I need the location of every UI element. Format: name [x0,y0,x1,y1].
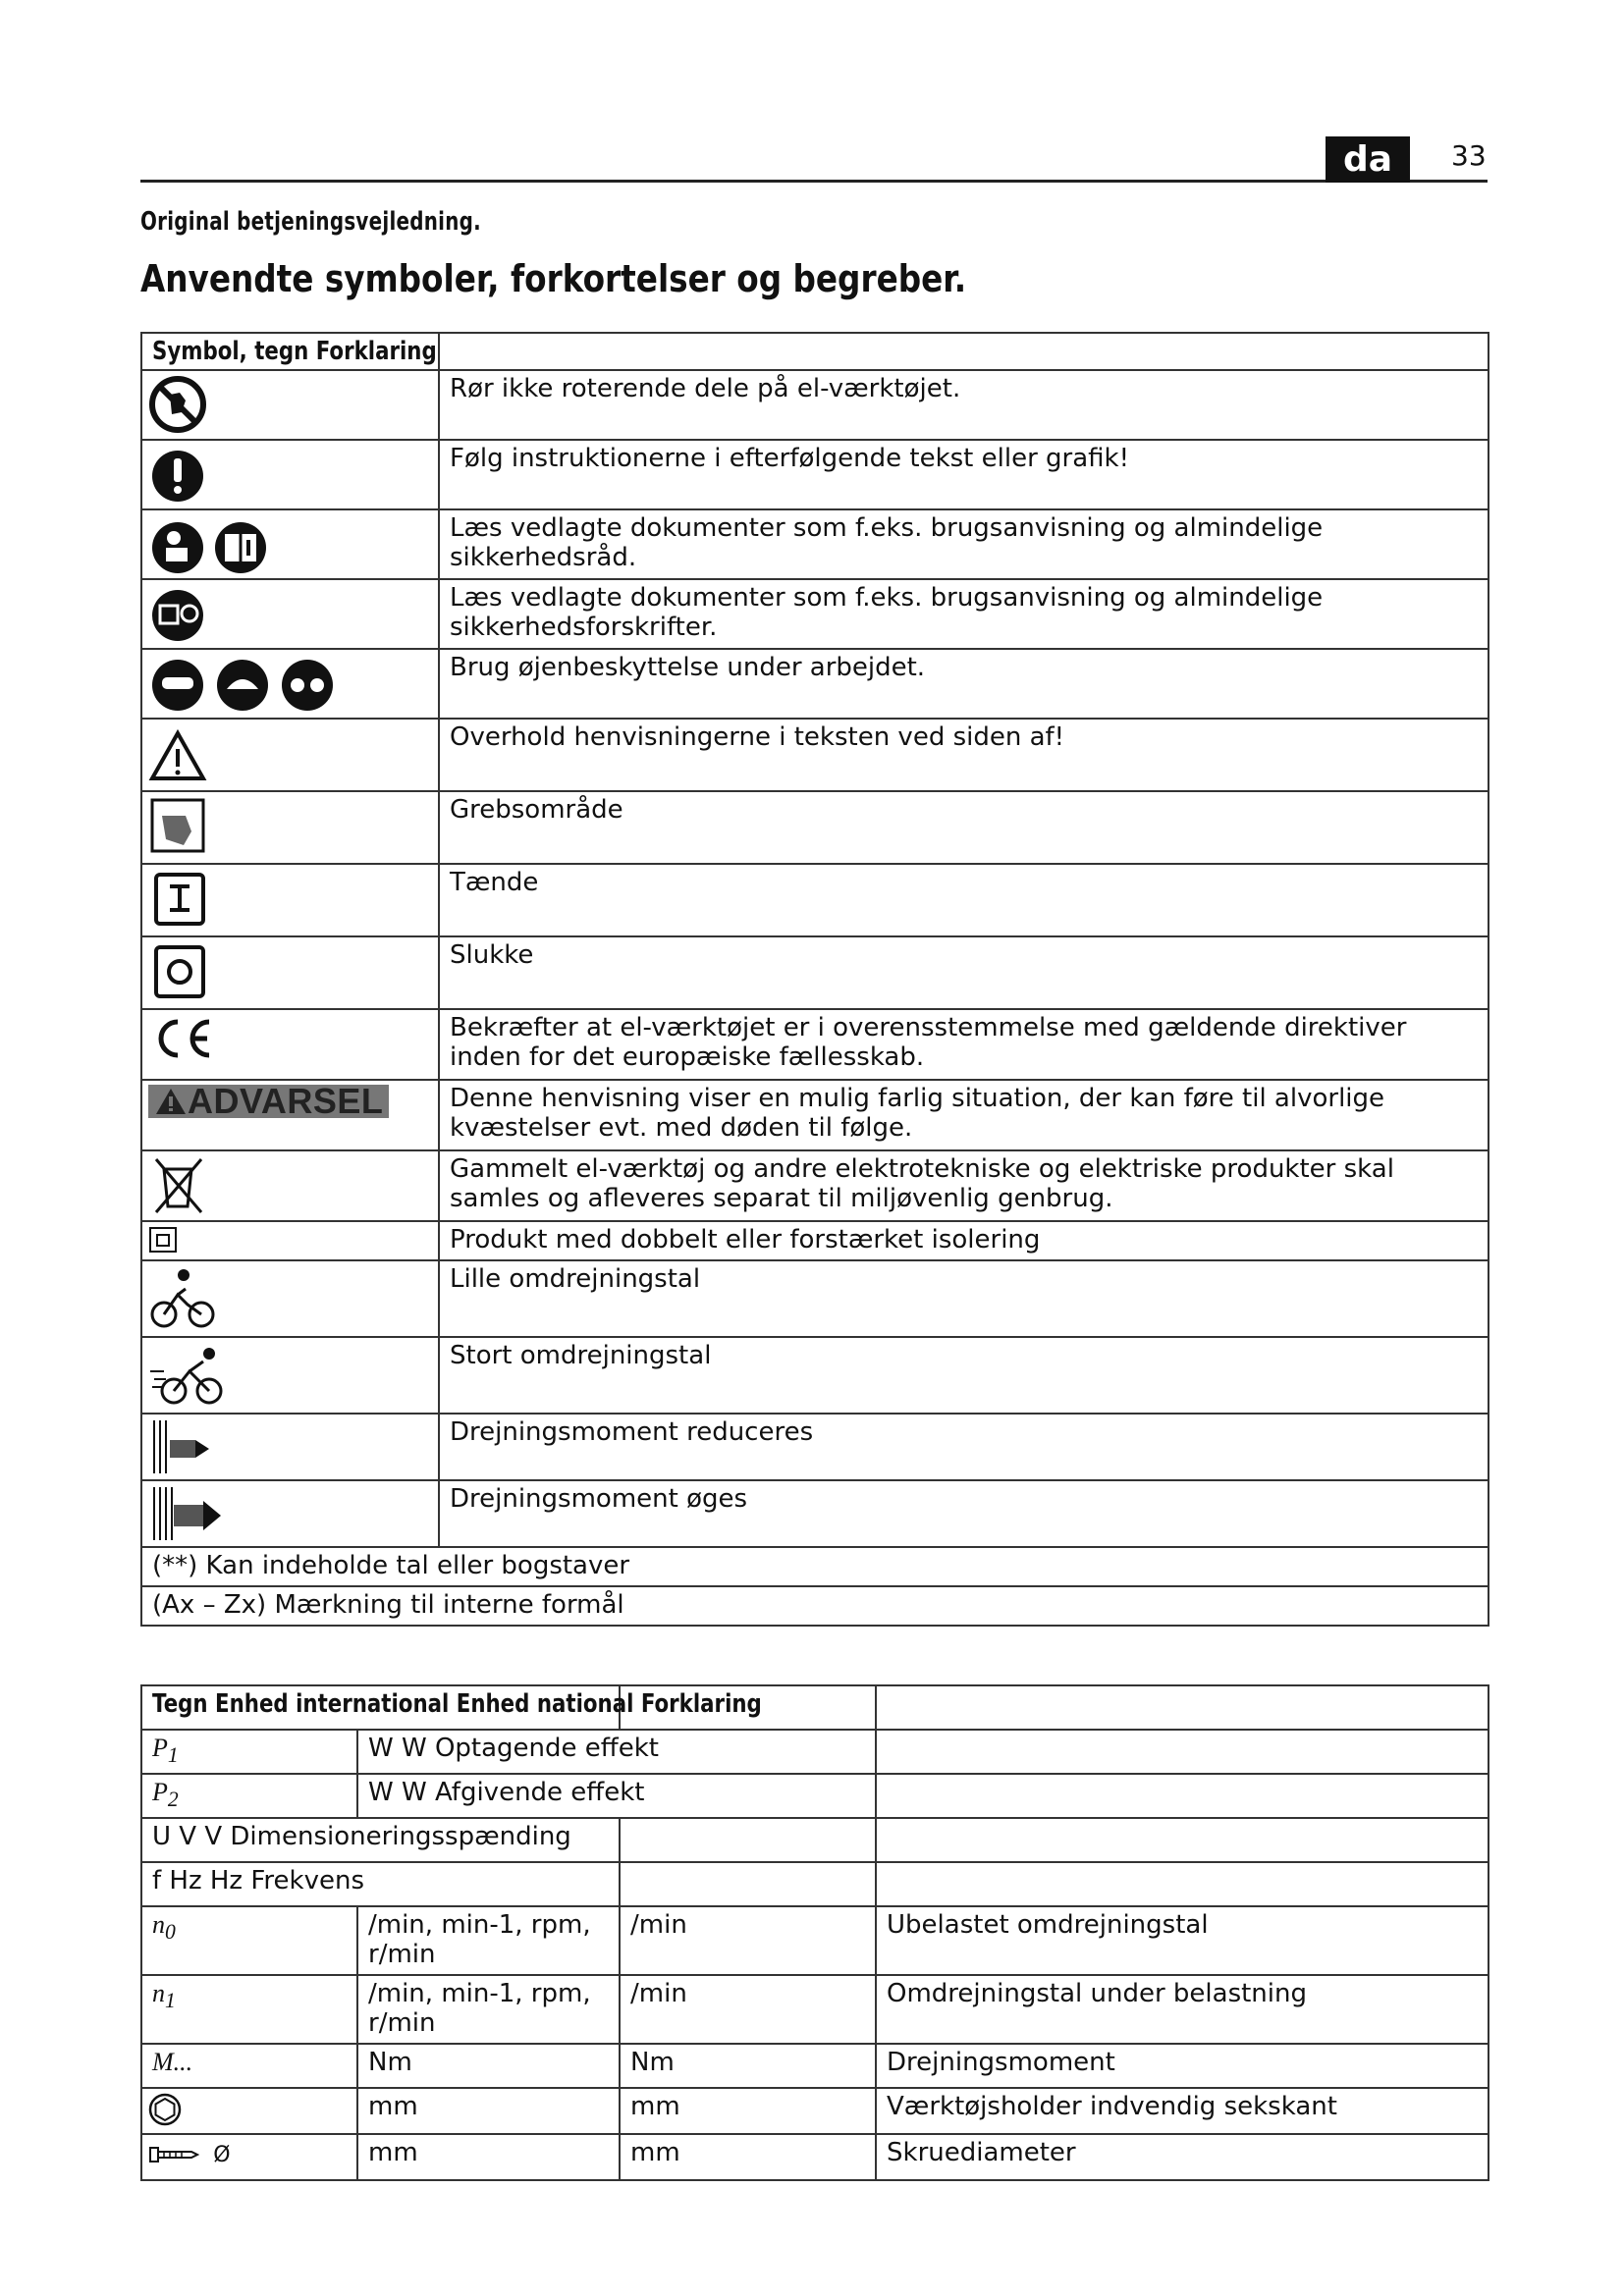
table-row: Brug øjenbeskyttelse under arbejdet. [141,649,1489,719]
documents-icon [148,584,207,643]
table-row: Drejningsmoment øges [141,1480,1489,1547]
screw-icon [148,2144,199,2165]
table-row: $n_0$ /min, min-1, rpm, r/min /min Ubelastet omdrejningstal [141,1906,1489,1975]
hexagon-socket-icon [148,2093,182,2126]
do-not-touch-rotating-icon [148,375,207,434]
double-insulation-icon [148,1226,178,1254]
language-badge: da [1326,136,1410,183]
read-manual-icon [148,514,286,573]
units-table-header: Tegn Enhed international Enhed national Forklaring [141,1685,620,1730]
table-row: Tænde [141,864,1489,936]
table-row [141,1547,1489,1586]
table-row: M... Nm Nm Drejningsmoment [141,2044,1489,2088]
page-number: 33 [1451,139,1487,172]
table-row [141,1586,1489,1626]
diameter-symbol: Ø [213,2143,231,2168]
symbols-table-header: Symbol, tegn Forklaring [141,333,439,370]
note-text: (**) Kan indeholde tal eller bogstaver [141,1547,1489,1586]
power-on-icon [148,869,207,928]
torque-reduce-icon [148,1418,217,1475]
warning-triangle-icon [148,723,207,782]
table-row: Gammelt el-værktøj og andre elektrotekniske og elektriske produkter skal samles og afleveres separat til miljøvenlig genbrug. [141,1150,1489,1221]
table-row: Læs vedlagte dokumenter som f.eks. brugsanvisning og almindelige sikkerhedsforskrifter. [141,579,1489,649]
table-row: Rør ikke roterende dele på el-værktøjet. [141,370,1489,440]
grip-area-icon [148,796,207,855]
ce-mark-icon [148,1014,217,1063]
eye-protection-icon [148,654,345,713]
table-row: Læs vedlagte dokumenter som f.eks. brugsanvisning og almindelige sikkerhedsråd. [141,509,1489,579]
units-table [140,1684,1489,2181]
table-row: Produkt med dobbelt eller forstærket isolering [141,1221,1489,1260]
weee-bin-icon [148,1155,207,1214]
table-row: U V V Dimensioneringsspænding [141,1818,1489,1862]
note-text: (Ax – Zx) Mærkning til interne formål [141,1586,1489,1626]
fast-cyclist-icon [148,1342,227,1407]
advarsel-icon: ADVARSEL [148,1085,389,1118]
table-row: Ø mm mm Skruediameter [141,2134,1489,2180]
table-row: Lille omdrejningstal [141,1260,1489,1337]
document-subtitle: Original betjeningsvejledning. [140,207,481,237]
table-row: $n_1$ /min, min-1, rpm, r/min /min Omdrejningstal under belastning [141,1975,1489,2044]
table-row: Grebsområde [141,791,1489,864]
table-row: Overhold henvisningerne i teksten ved siden af! [141,719,1489,791]
table-row: Stort omdrejningstal [141,1337,1489,1414]
exclamation-icon [148,445,207,504]
table-row: $P_2$ W W Afgivende effekt [141,1774,1489,1818]
table-row: ADVARSEL Denne henvisning viser en mulig farlig situation, der kan føre til alvorlige kvæstelser evt. med døden til følge. [141,1080,1489,1150]
table-row: f Hz Hz Frekvens [141,1862,1489,1906]
page-title: Anvendte symboler, forkortelser og begreber. [140,257,967,300]
warning-triangle-icon [154,1087,188,1116]
table-row: Drejningsmoment reduceres [141,1414,1489,1480]
power-off-icon [148,941,207,1000]
slow-cyclist-icon [148,1265,217,1330]
torque-increase-icon [148,1485,227,1542]
table-row: Følg instruktionerne i efterfølgende tekst eller grafik! [141,440,1489,509]
table-row: mm mm Værktøjsholder indvendig sekskant [141,2088,1489,2134]
table-row: $P_1$ W W Optagende effekt [141,1730,1489,1774]
header-rule [140,180,1488,183]
symbols-table [140,332,1489,1627]
table-row: Bekræfter at el-værktøjet er i overensstemmelse med gældende direktiver inden for det europæiske fællesskab. [141,1009,1489,1080]
table-row: Slukke [141,936,1489,1009]
